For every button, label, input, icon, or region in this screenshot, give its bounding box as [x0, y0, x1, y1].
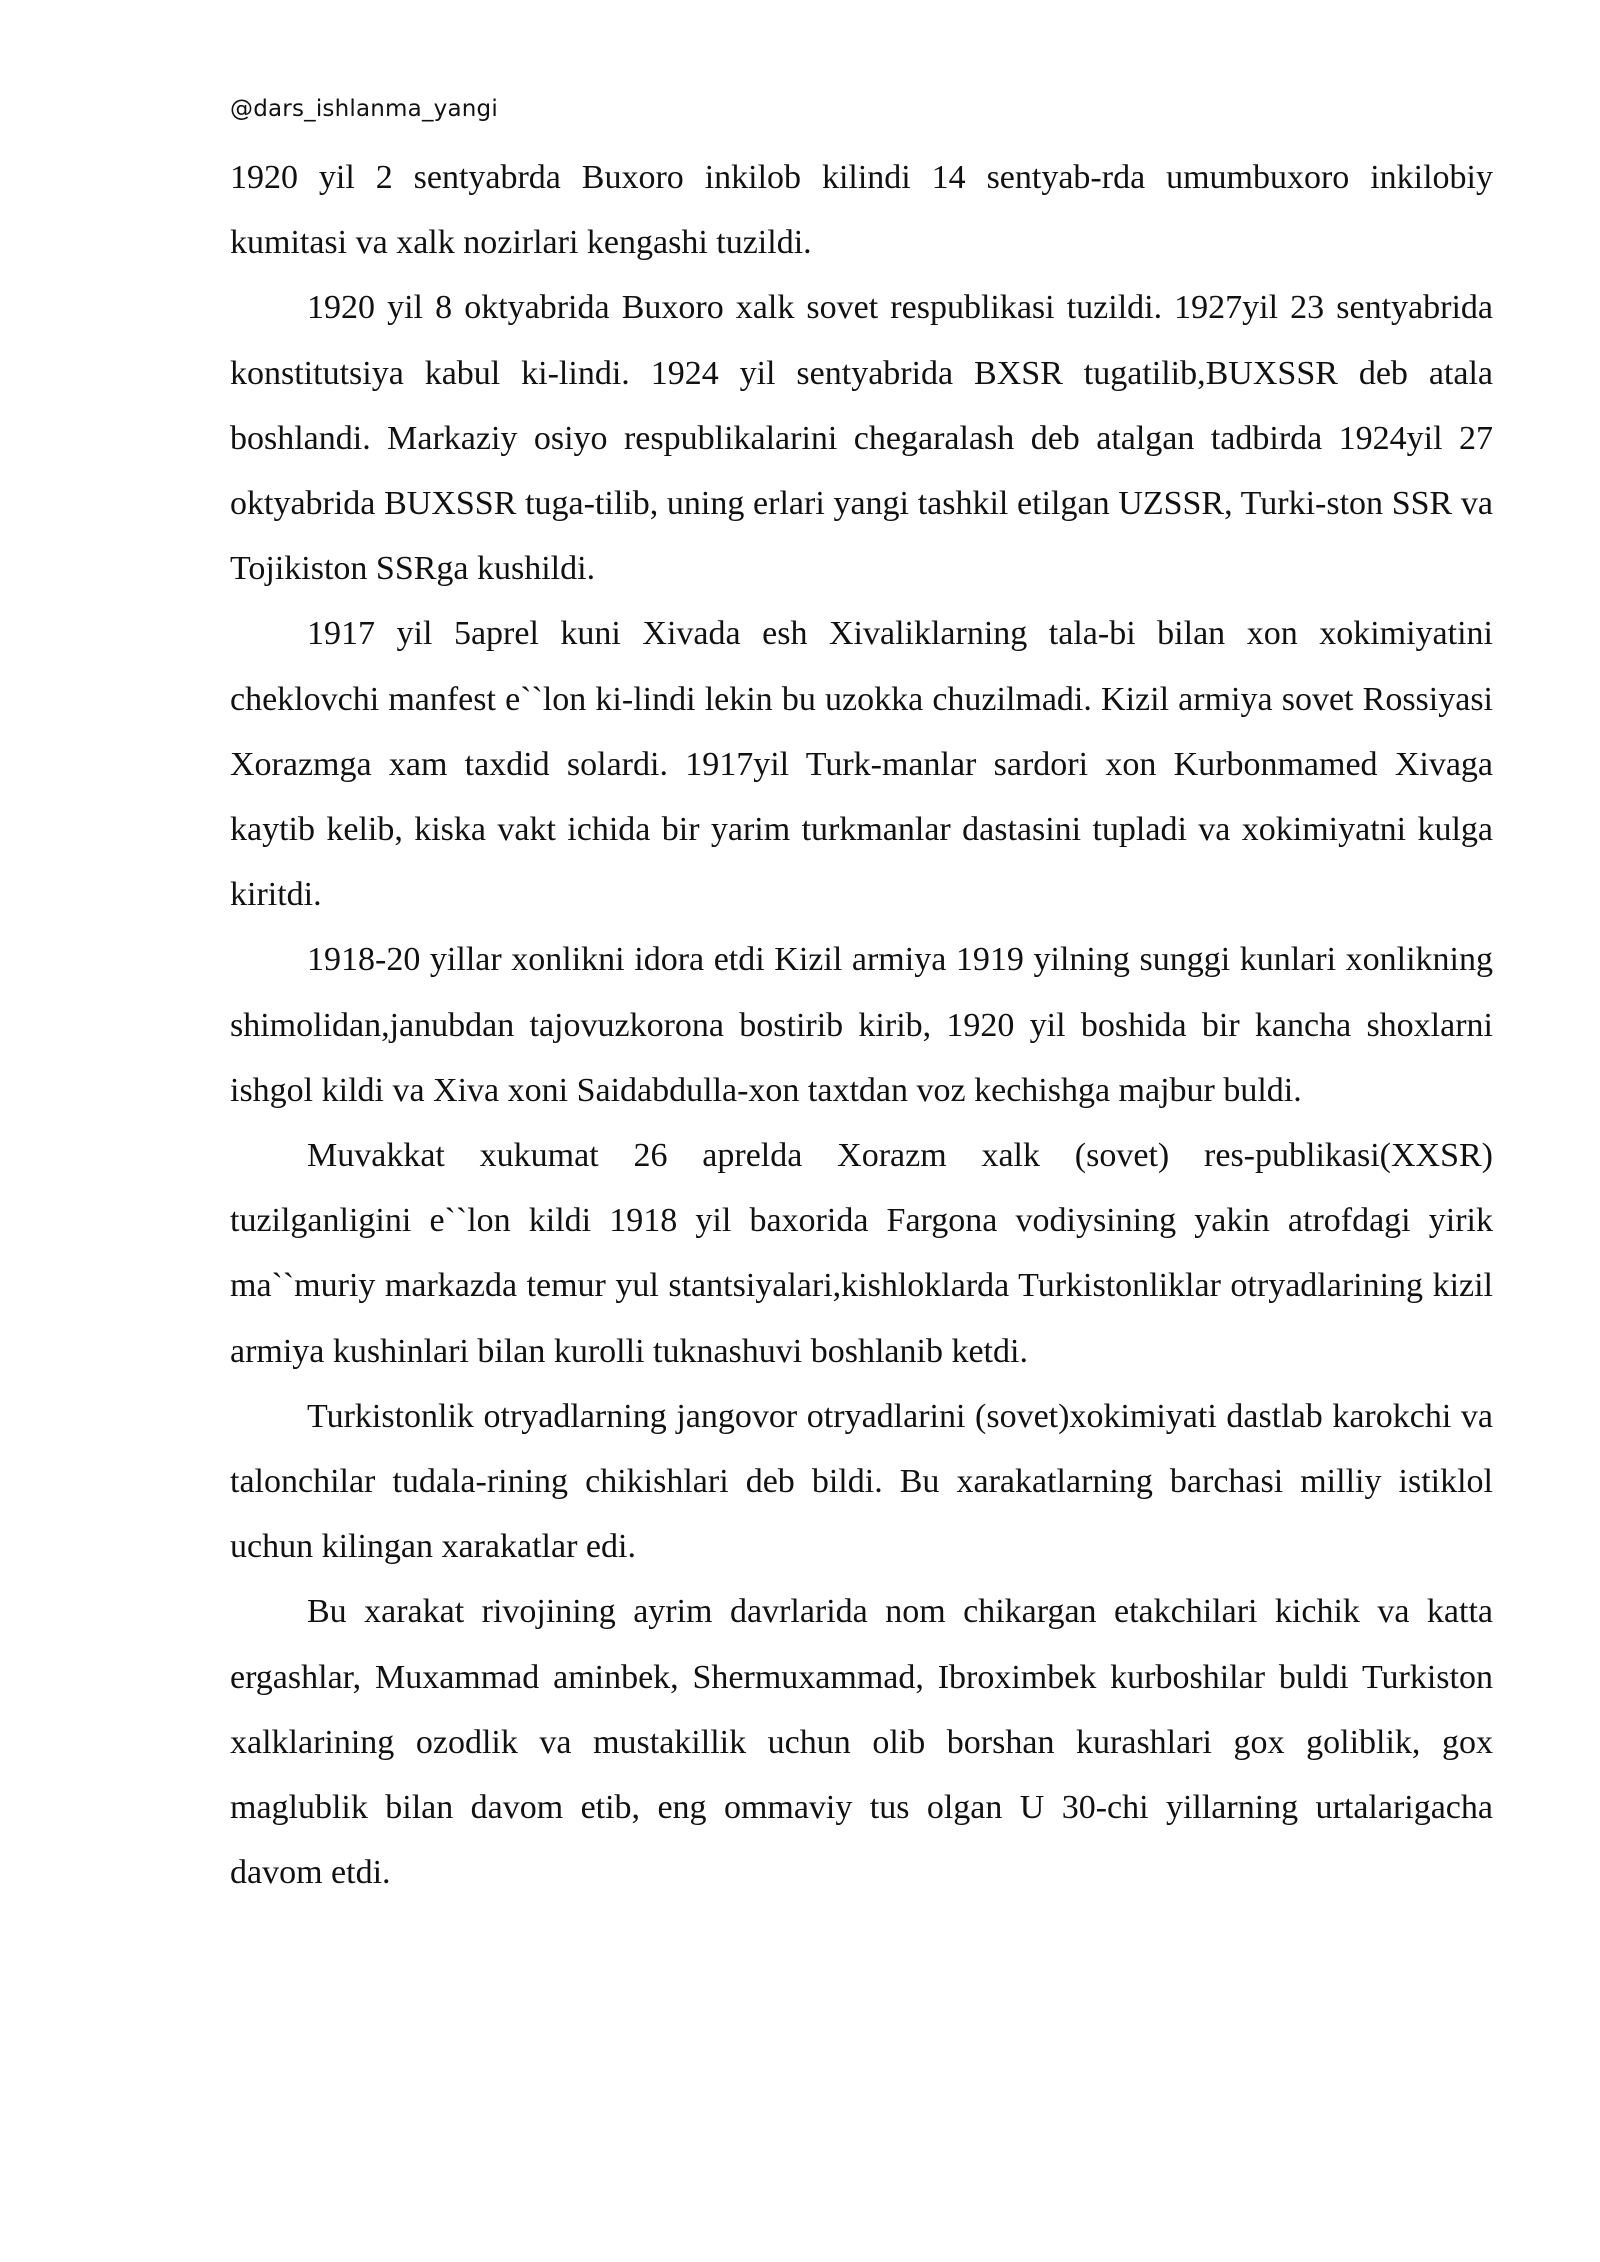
paragraph-6: Turkistonlik otryadlarning jangovor otryadlarini (sovet)xokimiyati dastlab karokchi va talonchilar tudala-rining chikishlari deb bildi. Bu xarakatlarning barchasi milliy istiklol uchun kilingan xarakatlar edi. [230, 1397, 1493, 1566]
paragraph-3: 1917 yil 5aprel kuni Xivada esh Xivaliklarning tala-bi bilan xon xokimiyatini cheklovchi manfest e``lon ki-lindi lekin bu uzokka chuzilmadi. Kizil armiya sovet Rossiyasi Xorazmga xam taxdid solardi. 1917yil Turk-manlar sardori xon Kurbonmamed Xivaga kaytib kelib, kiska vakt ichida bir yarim turkmanlar dastasini tupladi va xokimiyatni kulga kiritdi. [230, 615, 1493, 914]
document-body [230, 145, 1493, 1905]
paragraph-1: 1920 yil 2 sentyabrda Buxoro inkilob kilindi 14 sentyab-rda umumbuxoro inkilobiy kumitasi va xalk nozirlari kengashi tuzildi. [230, 159, 1493, 262]
paragraph-2: 1920 yil 8 oktyabrida Buxoro xalk sovet respublikasi tuzildi. 1927yil 23 sentyabrida konstitutsiya kabul ki-lindi. 1924 yil sentyabrida BXSR tugatilib,BUXSSR deb atala boshlandi. Markaziy osiyo respublikalarini chegaralash deb atalgan tadbirda 1924yil 27 oktyabrida BUXSSR tuga-tilib, uning erlari yangi tashkil etilgan UZSSR, Turki-ston SSR va Tojikiston SSRga kushildi. [230, 289, 1493, 588]
paragraph-4: 1918-20 yillar xonlikni idora etdi Kizil armiya 1919 yilning sunggi kunlari xonlikning shimolidan,janubdan tajovuzkorona bostirib kirib, 1920 yil boshida bir kancha shoxlarni ishgol kildi va Xiva xoni Saidabdulla-xon taxtdan voz kechishga majbur buldi. [230, 941, 1493, 1109]
paragraph-5: Muvakkat xukumat 26 aprelda Xorazm xalk (sovet) res-publikasi(XXSR) tuzilganligini e``lon kildi 1918 yil baxorida Fargona vodiysining yakin atrofdagi yirik ma``muriy markazda temur yul stantsiyalari,kishloklarda Turkistonliklar otryadlarining kizil armiya kushinlari bilan kurolli tuknashuvi boshlanib ketdi. [230, 1137, 1493, 1370]
paragraph-7: Bu xarakat rivojining ayrim davrlarida nom chikargan etakchilari kichik va katta ergashlar, Muxammad aminbek, Shermuxammad, Ibroximbek kurboshilar buldi Turkiston xalklarining ozodlik va mustakillik uchun olib borshan kurashlari gox goliblik, gox maglublik bilan davom etib, eng ommaviy tus olgan U 30-chi yillarning urtalarigacha davom etdi. [230, 1593, 1493, 1892]
watermark-header: @dars_ishlanma_yangi [230, 96, 498, 122]
